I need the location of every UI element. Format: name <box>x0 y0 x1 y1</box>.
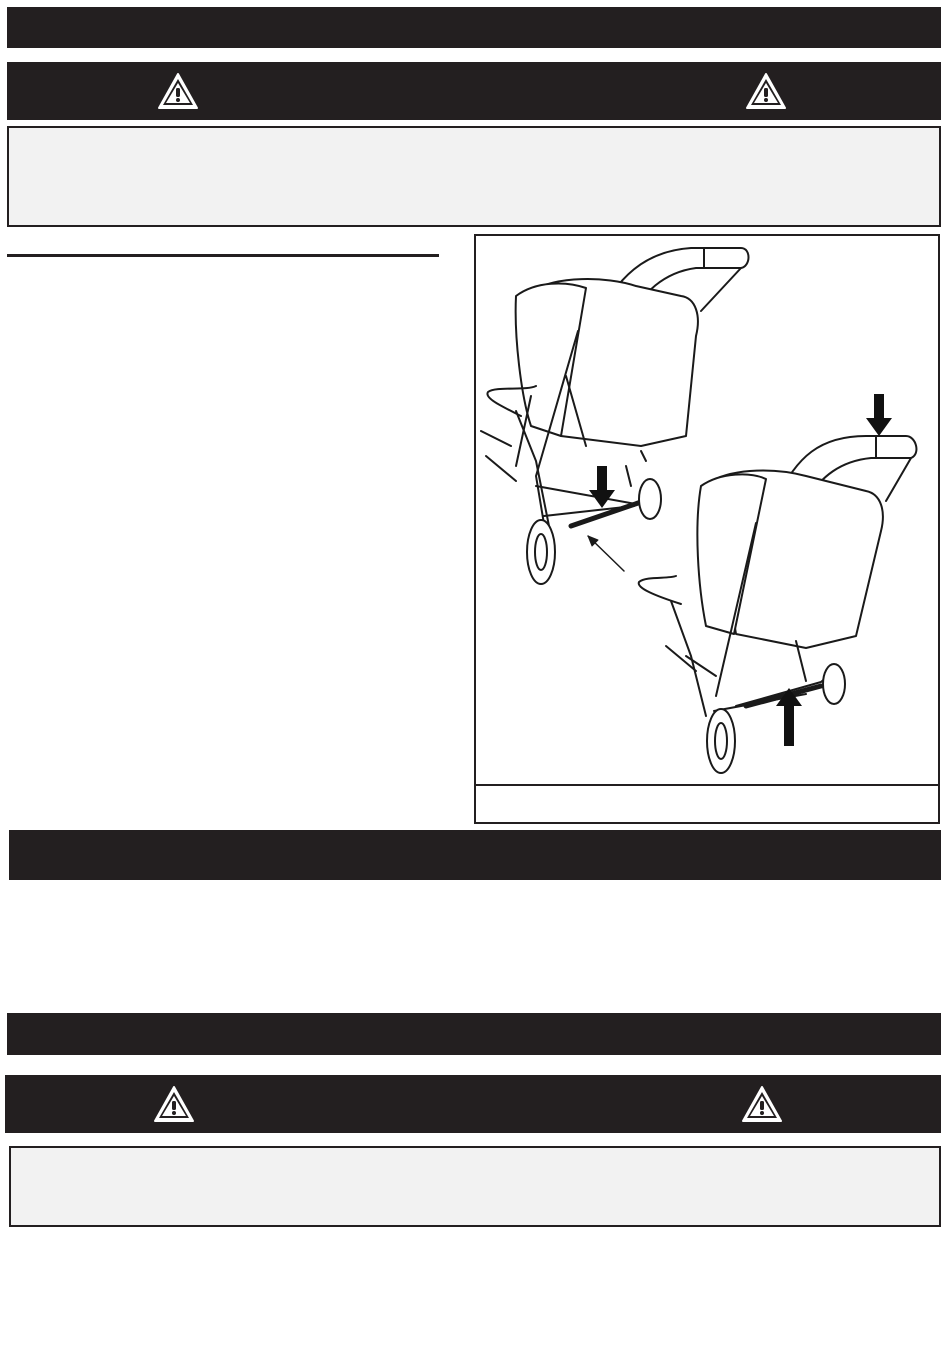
stroller-folding <box>639 436 917 773</box>
warning-banner <box>7 62 941 120</box>
section-header-bar <box>9 830 941 880</box>
stroller-fold-figure <box>474 234 940 824</box>
down-arrow-icon <box>866 394 892 436</box>
warning-triangle-icon <box>744 71 788 111</box>
section-header-bar-top <box>7 7 941 48</box>
warning-banner <box>5 1075 941 1133</box>
warning-text-box <box>7 126 941 227</box>
down-arrow-icon <box>589 466 615 508</box>
warning-text-box <box>9 1146 941 1227</box>
warning-triangle-icon <box>152 1084 196 1124</box>
warning-triangle-icon <box>156 71 200 111</box>
section-header-bar <box>7 1013 941 1055</box>
column-rule <box>7 254 439 257</box>
stroller-illustration <box>476 236 938 784</box>
figure-caption-row <box>476 784 938 822</box>
warning-triangle-icon <box>740 1084 784 1124</box>
